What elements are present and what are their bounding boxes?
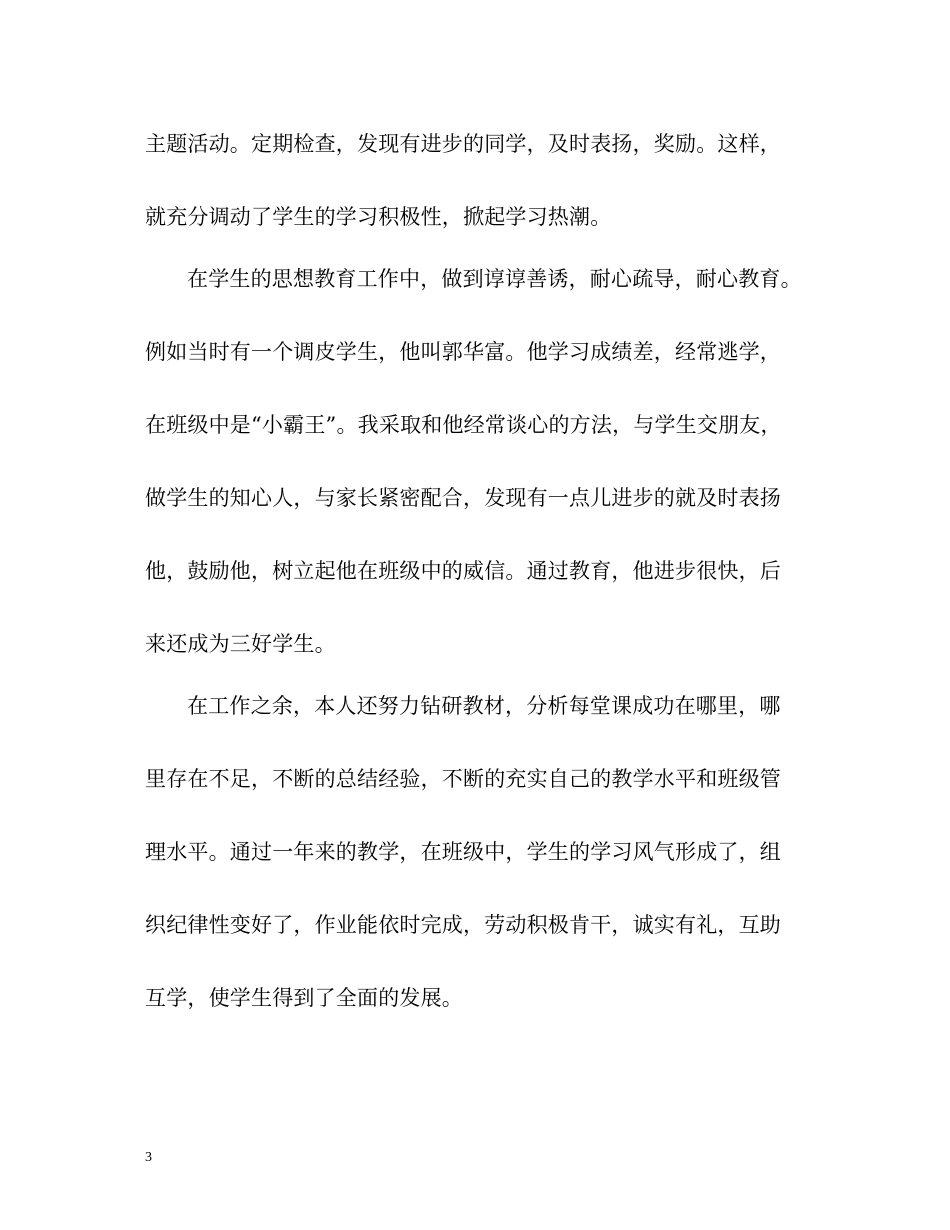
paragraph-start-line: 在工作之余，本人还努力钻研教材，分析每堂课成功在哪里，哪 (187, 694, 781, 718)
page-number: 3 (145, 1150, 152, 1165)
text-line: 主题活动。定期检查，发现有进步的同学，及时表扬，奖励。这样， (145, 132, 781, 156)
text-line: 他，鼓励他，树立起他在班级中的威信。通过教育，他进步很快，后 (145, 559, 781, 583)
text-line: 理水平。通过一年来的教学，在班级中，学生的学习风气形成了，组 (145, 840, 781, 864)
text-line: 在班级中是“小霸王”。我采取和他经常谈心的方法，与学生交朋友， (145, 413, 782, 437)
text-line: 就充分调动了学生的学习积极性，掀起学习热潮。 (145, 205, 612, 229)
text-line: 来还成为三好学生。 (145, 632, 336, 656)
paragraph-start-line: 在学生的思想教育工作中，做到谆谆善诱，耐心疏导，耐心教育。 (187, 267, 802, 291)
text-line: 织纪律性变好了，作业能依时完成，劳动积极肯干，诚实有礼，互助 (145, 913, 781, 937)
text-line: 里存在不足，不断的总结经验，不断的充实自己的教学水平和班级管 (145, 767, 781, 791)
text-line: 例如当时有一个调皮学生，他叫郭华富。他学习成绩差，经常逃学， (145, 340, 781, 364)
text-line: 互学，使学生得到了全面的发展。 (145, 986, 463, 1010)
text-line: 做学生的知心人，与家长紧密配合，发现有一点儿进步的就及时表扬 (145, 486, 781, 510)
